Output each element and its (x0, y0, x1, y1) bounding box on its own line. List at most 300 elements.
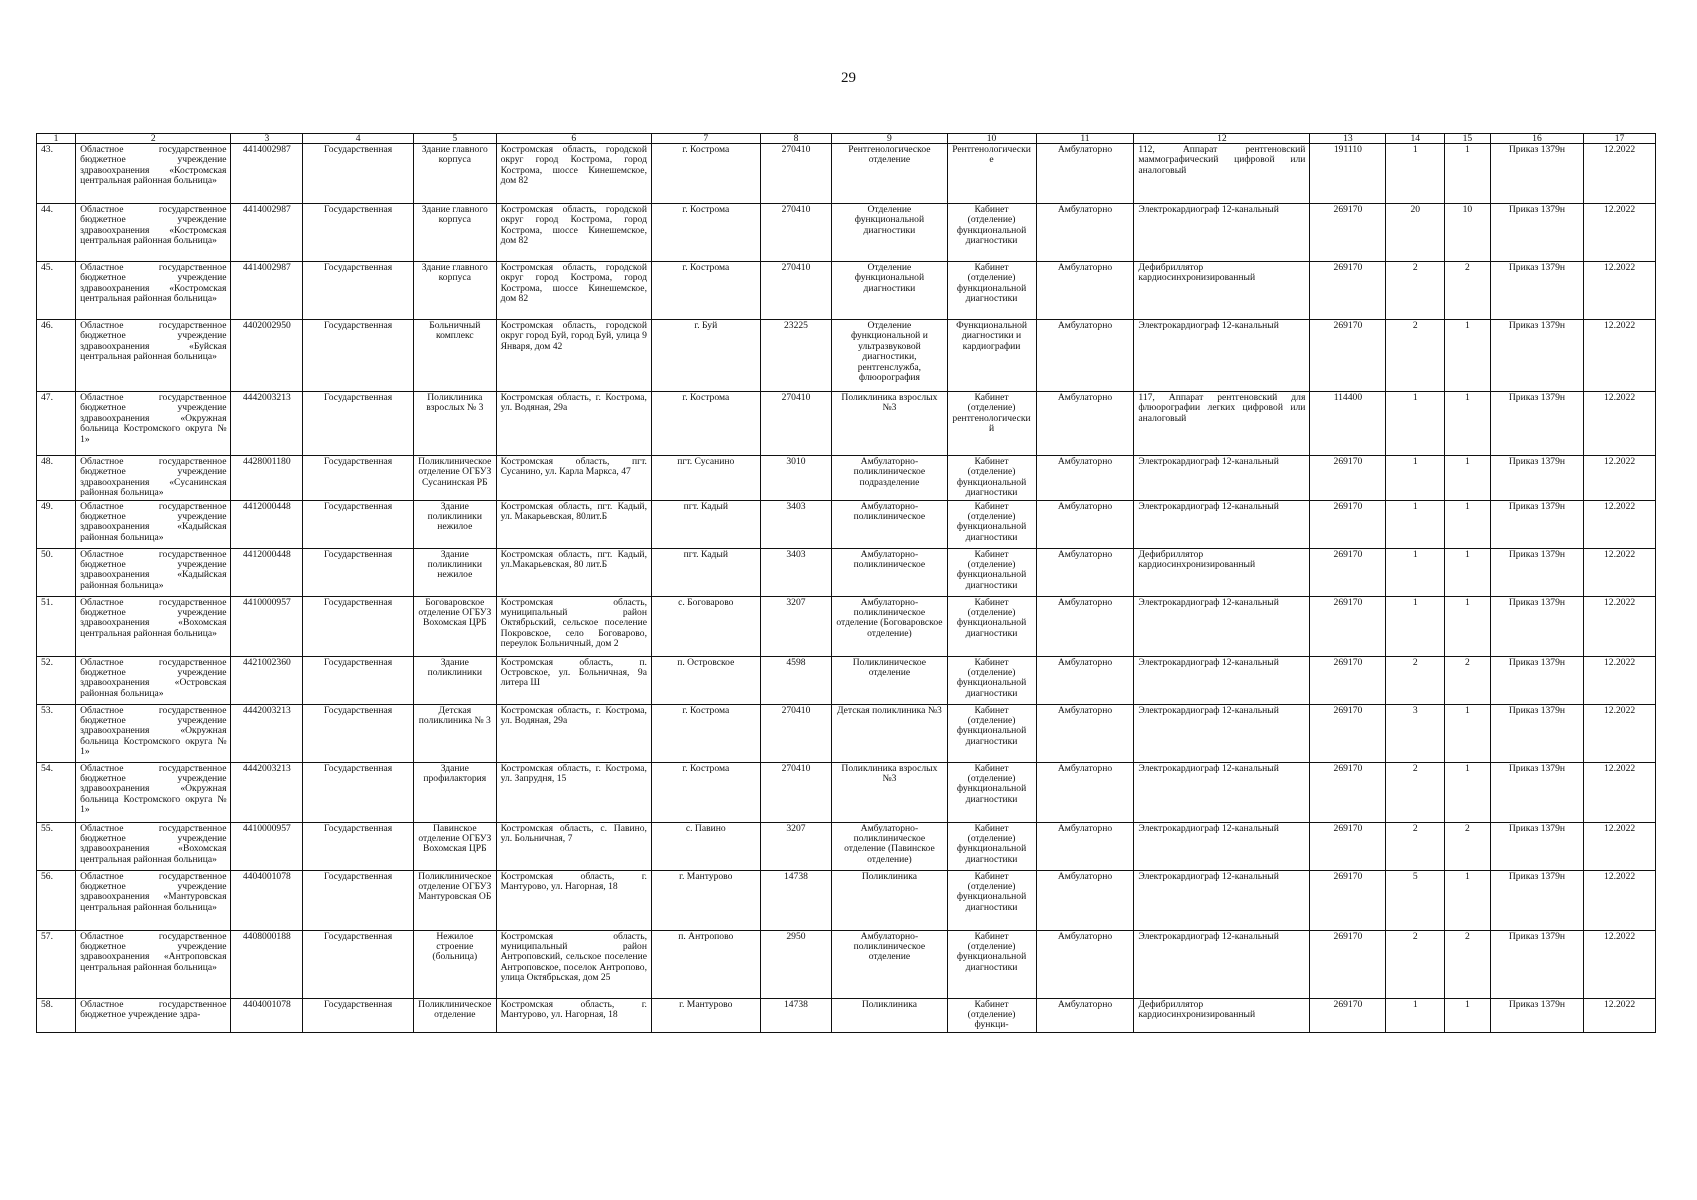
cell-col-8: 3403 (760, 500, 832, 548)
cell-col-7: г. Кострома (651, 262, 760, 320)
cell-col-17: 12.2022 (1584, 870, 1656, 930)
cell-col-5: Поликлиника взрослых № 3 (414, 392, 497, 456)
cell-col-13: 269170 (1310, 500, 1386, 548)
page-number: 29 (841, 70, 856, 86)
cell-col-6: Костромская область, пгт. Сусанино, ул. Карла Маркса, 47 (496, 456, 651, 501)
cell-col-8: 14738 (760, 870, 832, 930)
cell-col-16: Приказ 1379н (1490, 548, 1583, 596)
table-row (37, 930, 1656, 998)
column-header-6: 6 (496, 134, 651, 144)
cell-col-4: Государственная (303, 930, 414, 998)
cell-col-12: Электрокардиограф 12-канальный (1134, 596, 1310, 656)
cell-col-1: 50. (37, 548, 76, 596)
cell-col-16: Приказ 1379н (1490, 320, 1583, 392)
cell-col-11: Амбулаторно (1036, 262, 1134, 320)
cell-col-13: 191110 (1310, 144, 1386, 204)
cell-col-16: Приказ 1379н (1490, 704, 1583, 762)
table-body (37, 144, 1656, 1033)
cell-col-17: 12.2022 (1584, 204, 1656, 262)
cell-col-9: Амбулаторно-поликлиническое отделение (Павинское отделение) (832, 822, 947, 870)
cell-col-6: Костромская область, г. Мантурово, ул. Нагорная, 18 (496, 998, 651, 1032)
cell-col-8: 2950 (760, 930, 832, 998)
cell-col-15: 1 (1445, 144, 1491, 204)
cell-col-15: 1 (1445, 320, 1491, 392)
column-header-15: 15 (1445, 134, 1491, 144)
cell-col-3: 4404001078 (231, 998, 303, 1032)
cell-col-4: Государственная (303, 822, 414, 870)
cell-col-2: Областное государственное бюджетное учреждение здравоохранения «Окружная больница Костромского округа № 1» (76, 704, 231, 762)
table-row (37, 762, 1656, 822)
cell-col-14: 2 (1386, 262, 1445, 320)
cell-col-6: Костромская область, городской округ город Кострома, город Кострома, шоссе Кинешемское, дом 82 (496, 204, 651, 262)
table-row (37, 870, 1656, 930)
cell-col-17: 12.2022 (1584, 392, 1656, 456)
cell-col-4: Государственная (303, 548, 414, 596)
column-header-2: 2 (76, 134, 231, 144)
cell-col-8: 3403 (760, 548, 832, 596)
cell-col-8: 270410 (760, 262, 832, 320)
cell-col-12: Электрокардиограф 12-канальный (1134, 930, 1310, 998)
cell-col-15: 10 (1445, 204, 1491, 262)
cell-col-5: Здание поликлиники нежилое (414, 500, 497, 548)
cell-col-16: Приказ 1379н (1490, 144, 1583, 204)
cell-col-9: Амбулаторно-поликлиническое (832, 548, 947, 596)
cell-col-13: 269170 (1310, 320, 1386, 392)
cell-col-4: Государственная (303, 596, 414, 656)
cell-col-14: 5 (1386, 870, 1445, 930)
cell-col-17: 12.2022 (1584, 456, 1656, 501)
cell-col-6: Костромская область, г. Кострома, ул. Водяная, 29а (496, 392, 651, 456)
cell-col-11: Амбулаторно (1036, 204, 1134, 262)
cell-col-15: 2 (1445, 656, 1491, 704)
cell-col-16: Приказ 1379н (1490, 930, 1583, 998)
cell-col-1: 56. (37, 870, 76, 930)
cell-col-6: Костромская область, г. Мантурово, ул. Нагорная, 18 (496, 870, 651, 930)
cell-col-10: Кабинет (отделение) функциональной диагностики (947, 822, 1036, 870)
cell-col-12: Электрокардиограф 12-канальный (1134, 704, 1310, 762)
cell-col-2: Областное государственное бюджетное учреждение здравоохранения «Буйская центральная районная больница» (76, 320, 231, 392)
column-header-16: 16 (1490, 134, 1583, 144)
cell-col-17: 12.2022 (1584, 762, 1656, 822)
column-header-9: 9 (832, 134, 947, 144)
cell-col-14: 20 (1386, 204, 1445, 262)
cell-col-11: Амбулаторно (1036, 392, 1134, 456)
cell-col-4: Государственная (303, 262, 414, 320)
cell-col-11: Амбулаторно (1036, 656, 1134, 704)
cell-col-8: 270410 (760, 392, 832, 456)
cell-col-13: 269170 (1310, 870, 1386, 930)
cell-col-2: Областное государственное бюджетное учреждение здра- (76, 998, 231, 1032)
cell-col-2: Областное государственное бюджетное учреждение здравоохранения «Окружная больница Костромского округа № 1» (76, 392, 231, 456)
cell-col-2: Областное государственное бюджетное учреждение здравоохранения «Кадыйская районная больница» (76, 548, 231, 596)
cell-col-3: 4414002987 (231, 204, 303, 262)
cell-col-2: Областное государственное бюджетное учреждение здравоохранения «Мантуровская центральная районная больница» (76, 870, 231, 930)
cell-col-16: Приказ 1379н (1490, 456, 1583, 501)
cell-col-2: Областное государственное бюджетное учреждение здравоохранения «Костромская центральная районная больница» (76, 262, 231, 320)
cell-col-4: Государственная (303, 320, 414, 392)
cell-col-7: с. Павино (651, 822, 760, 870)
cell-col-17: 12.2022 (1584, 548, 1656, 596)
cell-col-6: Костромская область, городской округ город Кострома, город Кострома, шоссе Кинешемское, дом 82 (496, 144, 651, 204)
cell-col-1: 47. (37, 392, 76, 456)
cell-col-16: Приказ 1379н (1490, 656, 1583, 704)
cell-col-16: Приказ 1379н (1490, 998, 1583, 1032)
cell-col-3: 4404001078 (231, 870, 303, 930)
cell-col-10: Кабинет (отделение) функциональной диагностики (947, 930, 1036, 998)
cell-col-15: 2 (1445, 930, 1491, 998)
cell-col-15: 1 (1445, 762, 1491, 822)
cell-col-16: Приказ 1379н (1490, 596, 1583, 656)
column-header-13: 13 (1310, 134, 1386, 144)
table-row (37, 998, 1656, 1032)
cell-col-17: 12.2022 (1584, 656, 1656, 704)
cell-col-5: Детская поликлиника № 3 (414, 704, 497, 762)
cell-col-16: Приказ 1379н (1490, 500, 1583, 548)
cell-col-4: Государственная (303, 500, 414, 548)
cell-col-17: 12.2022 (1584, 144, 1656, 204)
cell-col-10: Кабинет (отделение) функциональной диагностики (947, 656, 1036, 704)
cell-col-16: Приказ 1379н (1490, 392, 1583, 456)
cell-col-12: 117, Аппарат рентгеновский для флюорографии легких цифровой или аналоговый (1134, 392, 1310, 456)
cell-col-6: Костромская область, г. Кострома, ул. Водяная, 29а (496, 704, 651, 762)
table-row (37, 822, 1656, 870)
table-row (37, 704, 1656, 762)
data-table (36, 133, 1656, 1033)
cell-col-14: 1 (1386, 596, 1445, 656)
cell-col-7: п. Антропово (651, 930, 760, 998)
cell-col-1: 54. (37, 762, 76, 822)
cell-col-14: 2 (1386, 656, 1445, 704)
cell-col-12: Дефибриллятор кардиосинхронизированный (1134, 548, 1310, 596)
cell-col-6: Костромская область, городской округ город Буй, город Буй, улица 9 Января, дом 42 (496, 320, 651, 392)
cell-col-6: Костромская область, с. Павино, ул. Больничная, 7 (496, 822, 651, 870)
cell-col-10: Кабинет (отделение) функциональной диагностики (947, 262, 1036, 320)
cell-col-10: Кабинет (отделение) функциональной диагностики (947, 596, 1036, 656)
cell-col-11: Амбулаторно (1036, 144, 1134, 204)
column-header-3: 3 (231, 134, 303, 144)
table-row (37, 548, 1656, 596)
cell-col-15: 1 (1445, 456, 1491, 501)
column-header-10: 10 (947, 134, 1036, 144)
cell-col-3: 4412000448 (231, 548, 303, 596)
cell-col-13: 269170 (1310, 656, 1386, 704)
cell-col-1: 46. (37, 320, 76, 392)
cell-col-10: Кабинет (отделение) функциональной диагностики (947, 456, 1036, 501)
cell-col-17: 12.2022 (1584, 500, 1656, 548)
cell-col-9: Поликлиника (832, 998, 947, 1032)
cell-col-9: Отделение функциональной диагностики (832, 262, 947, 320)
cell-col-15: 1 (1445, 596, 1491, 656)
cell-col-10: Кабинет (отделение) функциональной диагностики (947, 204, 1036, 262)
cell-col-1: 55. (37, 822, 76, 870)
cell-col-7: г. Мантурово (651, 870, 760, 930)
cell-col-13: 269170 (1310, 822, 1386, 870)
cell-col-14: 3 (1386, 704, 1445, 762)
cell-col-12: Дефибриллятор кардиосинхронизированный (1134, 998, 1310, 1032)
table-row (37, 262, 1656, 320)
cell-col-6: Костромская область, городской округ город Кострома, город Кострома, шоссе Кинешемское, дом 82 (496, 262, 651, 320)
cell-col-7: г. Буй (651, 320, 760, 392)
cell-col-14: 2 (1386, 822, 1445, 870)
cell-col-9: Поликлиника взрослых №3 (832, 392, 947, 456)
cell-col-13: 269170 (1310, 704, 1386, 762)
cell-col-5: Боговаровское отделение ОГБУЗ Вохомская ЦРБ (414, 596, 497, 656)
cell-col-6: Костромская область, муниципальный район Октябрьский, сельское поселение Покровское, село Боговарово, переулок Больничный, дом 2 (496, 596, 651, 656)
cell-col-4: Государственная (303, 762, 414, 822)
cell-col-17: 12.2022 (1584, 822, 1656, 870)
cell-col-7: г. Кострома (651, 392, 760, 456)
cell-col-11: Амбулаторно (1036, 822, 1134, 870)
cell-col-12: Электрокардиограф 12-канальный (1134, 320, 1310, 392)
cell-col-12: Электрокардиограф 12-канальный (1134, 762, 1310, 822)
cell-col-1: 44. (37, 204, 76, 262)
cell-col-5: Поликлиническое отделение ОГБУЗ Сусанинская РБ (414, 456, 497, 501)
cell-col-3: 4428001180 (231, 456, 303, 501)
cell-col-9: Амбулаторно-поликлиническое отделение (832, 930, 947, 998)
cell-col-11: Амбулаторно (1036, 548, 1134, 596)
cell-col-5: Здание главного корпуса (414, 144, 497, 204)
cell-col-5: Поликлиническое отделение (414, 998, 497, 1032)
table-row (37, 320, 1656, 392)
cell-col-3: 4412000448 (231, 500, 303, 548)
column-header-17: 17 (1584, 134, 1656, 144)
cell-col-1: 45. (37, 262, 76, 320)
cell-col-1: 52. (37, 656, 76, 704)
cell-col-17: 12.2022 (1584, 596, 1656, 656)
cell-col-6: Костромская область, пгт. Кадый, ул.Макарьевская, 80 лит.Б (496, 548, 651, 596)
cell-col-7: пгт. Сусанино (651, 456, 760, 501)
cell-col-9: Амбулаторно-поликлиническое подразделение (832, 456, 947, 501)
cell-col-1: 58. (37, 998, 76, 1032)
cell-col-12: Электрокардиограф 12-канальный (1134, 822, 1310, 870)
cell-col-9: Амбулаторно-поликлиническое (832, 500, 947, 548)
cell-col-7: г. Кострома (651, 144, 760, 204)
cell-col-8: 270410 (760, 762, 832, 822)
cell-col-12: Электрокардиограф 12-канальный (1134, 456, 1310, 501)
cell-col-3: 4408000188 (231, 930, 303, 998)
cell-col-13: 269170 (1310, 204, 1386, 262)
cell-col-7: п. Островское (651, 656, 760, 704)
column-header-14: 14 (1386, 134, 1445, 144)
cell-col-15: 1 (1445, 998, 1491, 1032)
cell-col-2: Областное государственное бюджетное учреждение здравоохранения «Антроповская центральная районная больница» (76, 930, 231, 998)
cell-col-17: 12.2022 (1584, 262, 1656, 320)
cell-col-13: 269170 (1310, 998, 1386, 1032)
cell-col-16: Приказ 1379н (1490, 870, 1583, 930)
cell-col-3: 4410000957 (231, 596, 303, 656)
cell-col-9: Поликлиника (832, 870, 947, 930)
cell-col-7: пгт. Кадый (651, 500, 760, 548)
cell-col-1: 57. (37, 930, 76, 998)
cell-col-12: Электрокардиограф 12-канальный (1134, 500, 1310, 548)
cell-col-5: Поликлиническое отделение ОГБУЗ Мантуровская ОБ (414, 870, 497, 930)
cell-col-10: Кабинет (отделение) функциональной диагностики (947, 870, 1036, 930)
cell-col-17: 12.2022 (1584, 320, 1656, 392)
cell-col-5: Здание профилактория (414, 762, 497, 822)
cell-col-11: Амбулаторно (1036, 456, 1134, 501)
cell-col-8: 270410 (760, 144, 832, 204)
cell-col-10: Кабинет (отделение) рентгенологический (947, 392, 1036, 456)
cell-col-17: 12.2022 (1584, 704, 1656, 762)
column-header-1: 1 (37, 134, 76, 144)
cell-col-10: Кабинет (отделение) функциональной диагностики (947, 500, 1036, 548)
cell-col-2: Областное государственное бюджетное учреждение здравоохранения «Вохомская центральная районная больница» (76, 822, 231, 870)
cell-col-10: Кабинет (отделение) функци- (947, 998, 1036, 1032)
cell-col-14: 1 (1386, 392, 1445, 456)
cell-col-11: Амбулаторно (1036, 500, 1134, 548)
cell-col-12: Дефибриллятор кардиосинхронизированный (1134, 262, 1310, 320)
cell-col-14: 1 (1386, 548, 1445, 596)
cell-col-4: Государственная (303, 144, 414, 204)
cell-col-3: 4414002987 (231, 262, 303, 320)
cell-col-15: 2 (1445, 822, 1491, 870)
cell-col-6: Костромская область, муниципальный район Антроповский, сельское поселение Антроповское, поселок Антропово, улица Октябрьская, дом 25 (496, 930, 651, 998)
cell-col-1: 53. (37, 704, 76, 762)
cell-col-12: Электрокардиограф 12-канальный (1134, 870, 1310, 930)
cell-col-8: 270410 (760, 704, 832, 762)
cell-col-4: Государственная (303, 870, 414, 930)
cell-col-3: 4421002360 (231, 656, 303, 704)
cell-col-4: Государственная (303, 204, 414, 262)
cell-col-2: Областное государственное бюджетное учреждение здравоохранения «Сусанинская районная больница» (76, 456, 231, 501)
cell-col-8: 3207 (760, 596, 832, 656)
cell-col-13: 269170 (1310, 548, 1386, 596)
cell-col-3: 4410000957 (231, 822, 303, 870)
cell-col-1: 43. (37, 144, 76, 204)
cell-col-2: Областное государственное бюджетное учреждение здравоохранения «Вохомская центральная районная больница» (76, 596, 231, 656)
cell-col-16: Приказ 1379н (1490, 204, 1583, 262)
cell-col-13: 269170 (1310, 262, 1386, 320)
cell-col-17: 12.2022 (1584, 930, 1656, 998)
cell-col-15: 1 (1445, 500, 1491, 548)
cell-col-4: Государственная (303, 998, 414, 1032)
cell-col-10: Кабинет (отделение) функциональной диагностики (947, 704, 1036, 762)
cell-col-12: Электрокардиограф 12-канальный (1134, 656, 1310, 704)
cell-col-14: 1 (1386, 998, 1445, 1032)
cell-col-15: 1 (1445, 704, 1491, 762)
cell-col-12: 112, Аппарат рентгеновский маммографический цифровой или аналоговый (1134, 144, 1310, 204)
cell-col-16: Приказ 1379н (1490, 762, 1583, 822)
cell-col-13: 269170 (1310, 456, 1386, 501)
cell-col-15: 1 (1445, 392, 1491, 456)
column-header-7: 7 (651, 134, 760, 144)
cell-col-8: 3010 (760, 456, 832, 501)
column-header-8: 8 (760, 134, 832, 144)
cell-col-11: Амбулаторно (1036, 762, 1134, 822)
cell-col-3: 4402002950 (231, 320, 303, 392)
cell-col-4: Государственная (303, 656, 414, 704)
cell-col-17: 12.2022 (1584, 998, 1656, 1032)
cell-col-2: Областное государственное бюджетное учреждение здравоохранения «Костромская центральная районная больница» (76, 204, 231, 262)
table-row (37, 204, 1656, 262)
cell-col-9: Рентгенологическое отделение (832, 144, 947, 204)
cell-col-8: 3207 (760, 822, 832, 870)
cell-col-10: Кабинет (отделение) функциональной диагностики (947, 762, 1036, 822)
cell-col-11: Амбулаторно (1036, 320, 1134, 392)
cell-col-3: 4414002987 (231, 144, 303, 204)
cell-col-7: г. Кострома (651, 762, 760, 822)
cell-col-5: Здание главного корпуса (414, 204, 497, 262)
cell-col-3: 4442003213 (231, 762, 303, 822)
cell-col-1: 48. (37, 456, 76, 501)
cell-col-14: 1 (1386, 144, 1445, 204)
cell-col-12: Электрокардиограф 12-канальный (1134, 204, 1310, 262)
cell-col-2: Областное государственное бюджетное учреждение здравоохранения «Окружная больница Костромского округа № 1» (76, 762, 231, 822)
cell-col-6: Костромская область, п. Островское, ул. Больничная, 9а литера Ш (496, 656, 651, 704)
cell-col-5: Здание поликлиники нежилое (414, 548, 497, 596)
cell-col-10: Кабинет (отделение) функциональной диагностики (947, 548, 1036, 596)
cell-col-15: 1 (1445, 548, 1491, 596)
cell-col-7: г. Кострома (651, 704, 760, 762)
table-row (37, 596, 1656, 656)
cell-col-13: 114400 (1310, 392, 1386, 456)
table-row (37, 500, 1656, 548)
cell-col-9: Отделение функциональной и ультразвуковой диагностики, рентгенслужба, флюорография (832, 320, 947, 392)
cell-col-13: 269170 (1310, 762, 1386, 822)
cell-col-2: Областное государственное бюджетное учреждение здравоохранения «Островская районная больница» (76, 656, 231, 704)
cell-col-15: 1 (1445, 870, 1491, 930)
column-header-12: 12 (1134, 134, 1310, 144)
cell-col-13: 269170 (1310, 596, 1386, 656)
cell-col-7: с. Боговарово (651, 596, 760, 656)
cell-col-11: Амбулаторно (1036, 596, 1134, 656)
cell-col-11: Амбулаторно (1036, 930, 1134, 998)
cell-col-14: 1 (1386, 456, 1445, 501)
column-header-5: 5 (414, 134, 497, 144)
table-row (37, 456, 1656, 501)
cell-col-8: 270410 (760, 204, 832, 262)
cell-col-9: Поликлиническое отделение (832, 656, 947, 704)
column-header-4: 4 (303, 134, 414, 144)
column-header-11: 11 (1036, 134, 1134, 144)
cell-col-5: Павинское отделение ОГБУЗ Вохомская ЦРБ (414, 822, 497, 870)
cell-col-14: 2 (1386, 320, 1445, 392)
cell-col-9: Амбулаторно-поликлиническое отделение (Боговаровское отделение) (832, 596, 947, 656)
cell-col-1: 51. (37, 596, 76, 656)
cell-col-8: 14738 (760, 998, 832, 1032)
cell-col-14: 1 (1386, 500, 1445, 548)
cell-col-5: Больничный комплекс (414, 320, 497, 392)
cell-col-11: Амбулаторно (1036, 870, 1134, 930)
table-row (37, 392, 1656, 456)
cell-col-4: Государственная (303, 704, 414, 762)
cell-col-7: г. Мантурово (651, 998, 760, 1032)
cell-col-13: 269170 (1310, 930, 1386, 998)
cell-col-3: 4442003213 (231, 392, 303, 456)
cell-col-11: Амбулаторно (1036, 998, 1134, 1032)
cell-col-9: Детская поликлиника №3 (832, 704, 947, 762)
table-row (37, 656, 1656, 704)
cell-col-2: Областное государственное бюджетное учреждение здравоохранения «Костромская центральная районная больница» (76, 144, 231, 204)
cell-col-4: Государственная (303, 456, 414, 501)
cell-col-10: Рентгенологические (947, 144, 1036, 204)
cell-col-3: 4442003213 (231, 704, 303, 762)
cell-col-14: 2 (1386, 930, 1445, 998)
cell-col-7: пгт. Кадый (651, 548, 760, 596)
cell-col-4: Государственная (303, 392, 414, 456)
cell-col-5: Здание поликлиники (414, 656, 497, 704)
cell-col-7: г. Кострома (651, 204, 760, 262)
cell-col-10: Функциональной диагностики и кардиографии (947, 320, 1036, 392)
cell-col-16: Приказ 1379н (1490, 262, 1583, 320)
cell-col-6: Костромская область, пгт. Кадый, ул. Макарьевская, 80лит.Б (496, 500, 651, 548)
cell-col-8: 23225 (760, 320, 832, 392)
cell-col-16: Приказ 1379н (1490, 822, 1583, 870)
cell-col-14: 2 (1386, 762, 1445, 822)
header-row (37, 134, 1656, 144)
cell-col-9: Отделение функциональной диагностики (832, 204, 947, 262)
cell-col-15: 2 (1445, 262, 1491, 320)
